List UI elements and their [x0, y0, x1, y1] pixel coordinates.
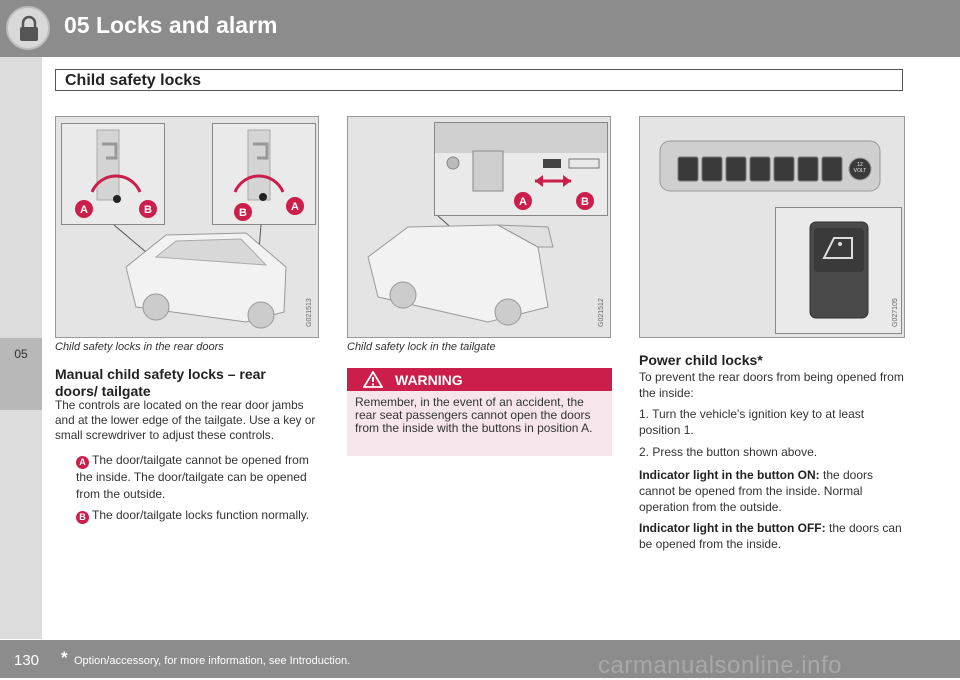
warning-header [347, 368, 612, 391]
volt-socket-label: 12 VOLT [853, 162, 867, 174]
figure-code: G027105 [892, 298, 899, 327]
footnote-text: Option/accessory, for more information, see Introduction. [74, 655, 351, 667]
car-illustration [56, 117, 319, 338]
figure-code: G021512 [598, 298, 605, 327]
footnote-star: * [61, 648, 68, 667]
indicator-off-text: the doors can be opened from the inside. [639, 521, 902, 551]
warning-box [347, 368, 612, 456]
indicator-on-text: the doors cannot be opened from the inside. Normal operation from the outside. [639, 468, 874, 514]
step-2: 2. Press the button shown above. [639, 445, 818, 459]
label-b: B [144, 204, 152, 216]
item-a-text: The door/tailgate cannot be opened from the inside. The door/tailgate can be opened from the outside. [76, 453, 309, 501]
inset-child-lock-button [775, 207, 902, 334]
badge-a: A [76, 456, 89, 469]
chapter-tab-number: 05 [14, 347, 28, 361]
label-b: B [581, 196, 589, 208]
warning-text: Remember, in the event of an accident, the rear seat passengers cannot open the doors from the inside with the buttons in position A. [355, 395, 593, 435]
figure-caption: Child safety locks in the rear doors [55, 341, 224, 353]
step-1: 1. Turn the vehicle's ignition key to at least position 1. [639, 407, 865, 437]
heading-power-child-locks: Power child locks* [639, 352, 763, 368]
paragraph-indicator-off [639, 520, 905, 552]
paragraph-intro: To prevent the rear doors from being opened from the inside: [639, 370, 904, 400]
list-item-b [76, 507, 320, 524]
child-lock-button-illustration [776, 208, 902, 334]
page-number: 130 [14, 652, 40, 669]
figure-rear-door-locks [55, 116, 319, 338]
car-illustration [348, 117, 611, 338]
indicator-on-label: Indicator light in the button ON: [639, 468, 820, 482]
page-header [0, 0, 960, 57]
label-a: A [291, 201, 299, 213]
item-b-text: The door/tailgate locks function normally. [92, 508, 310, 522]
indicator-off-label: Indicator light in the button OFF: [639, 521, 826, 535]
chapter-title: 05 Locks and alarm [64, 12, 278, 38]
section-title: Child safety locks [55, 69, 903, 91]
figure-power-child-lock [639, 116, 905, 338]
warning-title: WARNING [395, 372, 463, 388]
paragraph-indicator-on [639, 467, 905, 515]
list-item-a [76, 452, 320, 503]
badge-b: B [76, 511, 89, 524]
figure-tailgate-lock [347, 116, 611, 338]
figure-caption: Child safety lock in the tailgate [347, 341, 496, 353]
heading-manual-child-locks: Manual child safety locks – rear doors/ tailgate [55, 366, 266, 399]
warning-icon [363, 371, 383, 388]
watermark: carmanualsonline.info [598, 652, 842, 679]
label-a: A [80, 204, 88, 216]
figure-code: G021513 [306, 298, 313, 327]
paragraph-controls: The controls are located on the rear door jambs and at the lower edge of the tailgate. Use a key or small screwdriver to adjust these controls. [55, 398, 316, 442]
label-a: A [519, 196, 527, 208]
lock-icon [6, 6, 50, 50]
label-b: B [239, 207, 247, 219]
